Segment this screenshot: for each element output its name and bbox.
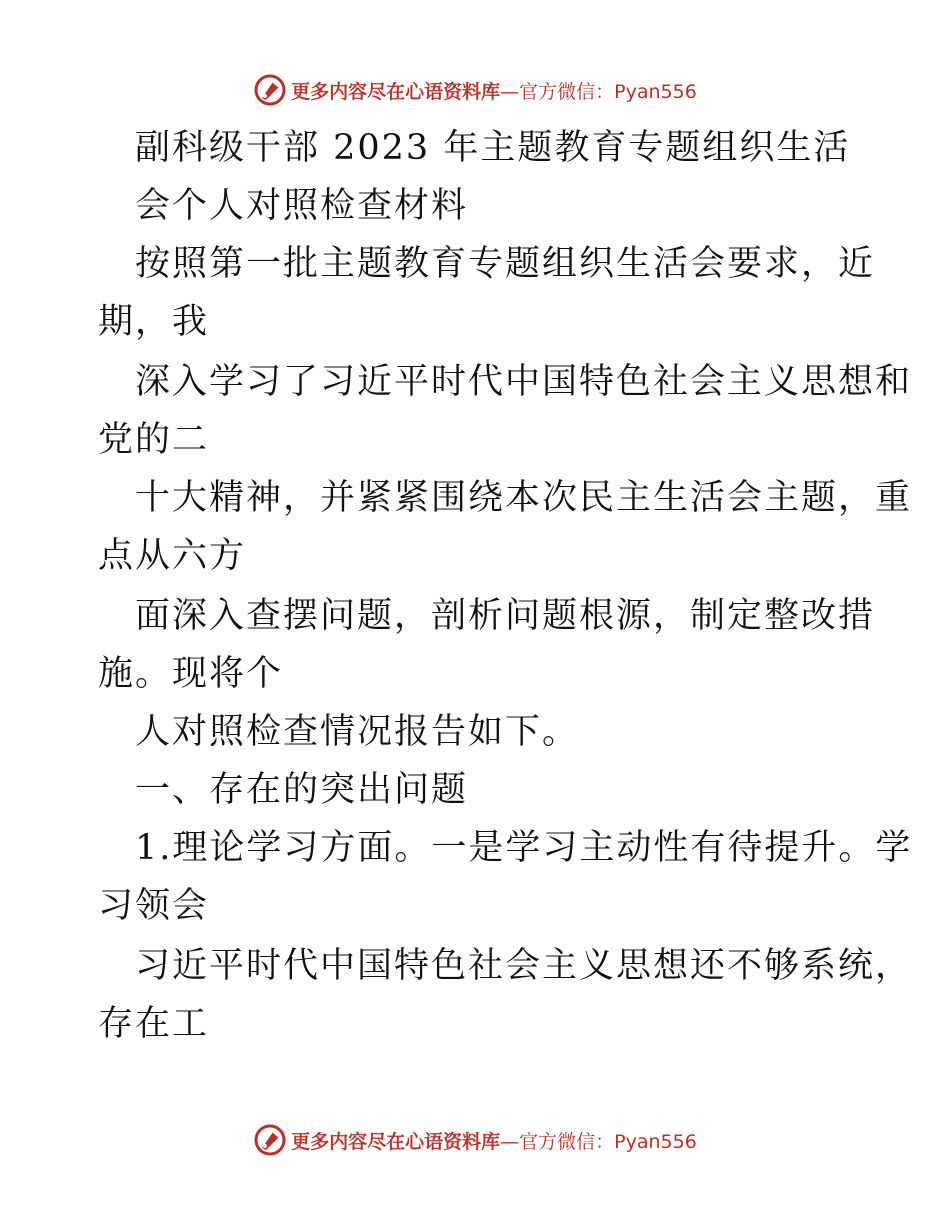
doc-text-line: 深入学习了习近平时代中国特色社会主义思想和	[135, 362, 913, 402]
section-heading: 一、存在的突出问题	[135, 770, 469, 810]
doc-text-line: 施。现将个	[98, 654, 284, 694]
watermark-library-text: 更多内容尽在心语资料库	[291, 1130, 501, 1153]
pen-nib-logo-icon	[253, 1123, 287, 1157]
watermark-official-text: —官方微信：Pyan556	[500, 1130, 697, 1153]
doc-title-line-1: 副科级干部 2023 年主题教育专题组织生活	[135, 128, 851, 168]
doc-title-line-2: 会个人对照检查材料	[135, 186, 469, 226]
doc-text-line: 人对照检查情况报告如下。	[135, 712, 580, 752]
header-watermark	[0, 70, 950, 110]
doc-text-line: 面深入查摆问题，剖析问题根源，制定整改措	[135, 596, 876, 636]
doc-text-line: 党的二	[98, 420, 210, 460]
doc-text-line: 十大精神，并紧紧围绕本次民主生活会主题，重	[135, 478, 913, 518]
watermark-official-text: —官方微信：Pyan556	[500, 80, 697, 103]
doc-text-line: 期，我	[98, 302, 210, 342]
doc-text-line: 习近平时代中国特色社会主义思想还不够系统，	[135, 946, 913, 986]
pen-nib-logo-icon	[253, 73, 287, 107]
doc-text-line: 1.理论学习方面。一是学习主动性有待提升。学	[135, 828, 913, 868]
watermark-library-text: 更多内容尽在心语资料库	[291, 80, 501, 103]
doc-text-line: 习领会	[98, 886, 210, 926]
doc-text-line: 存在工	[98, 1004, 210, 1044]
doc-text-line: 按照第一批主题教育专题组织生活会要求，近	[135, 244, 876, 284]
doc-text-line: 点从六方	[98, 536, 247, 576]
footer-watermark	[0, 1120, 950, 1160]
